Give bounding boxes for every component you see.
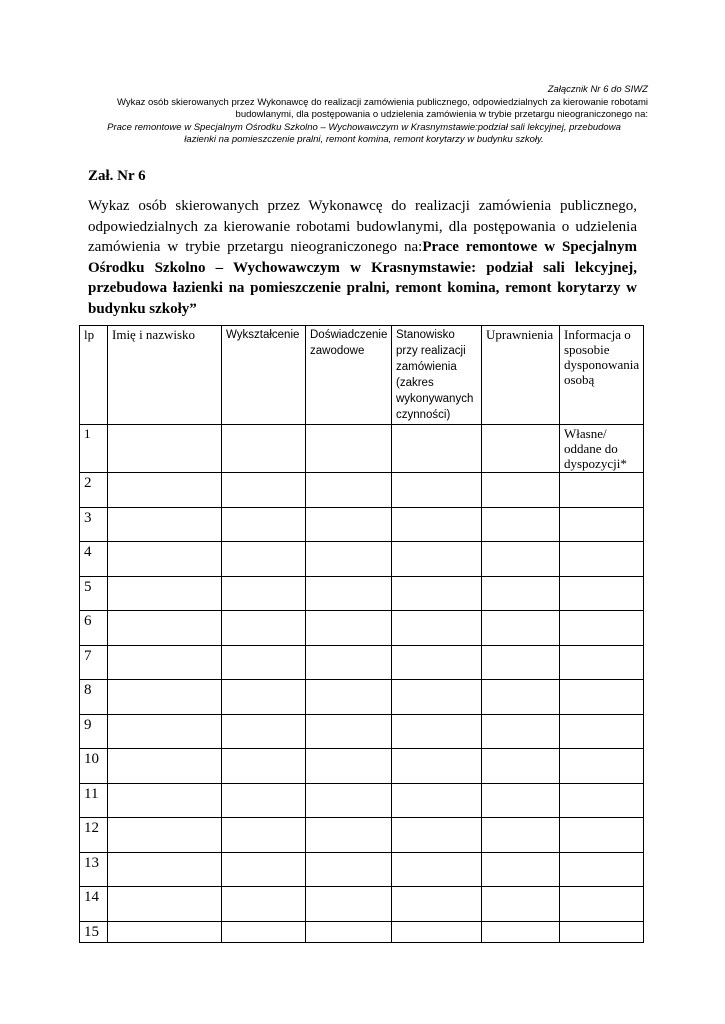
cell-education	[222, 887, 306, 922]
header-line: budowlanymi, dla postępowania o udzielenia zamówienia w trybie przetargu nieograniczonego na:	[235, 109, 648, 120]
cell-name	[108, 852, 222, 887]
cell-experience	[306, 611, 392, 646]
column-header-availability: Informacja o sposobie dysponowania osobą	[560, 326, 644, 425]
cell-qualifications	[482, 645, 560, 680]
cell-name	[108, 921, 222, 942]
cell-qualifications	[482, 507, 560, 542]
table-row	[80, 425, 644, 473]
cell-name	[108, 783, 222, 818]
cell-qualifications	[482, 473, 560, 508]
cell-qualifications	[482, 749, 560, 784]
table-row	[80, 680, 644, 715]
intro-text: Wykaz osób skierowanych przez Wykonawcę do realizacji zamówienia publicznego, odpowiedzialnych za kierowanie robotami budowlanymi, dla postępowania o udzielenia zamówienia w trybie przetargu nieograniczonego na:	[88, 198, 637, 255]
cell-qualifications	[482, 852, 560, 887]
cell-experience	[306, 714, 392, 749]
column-header-lp: lp	[80, 326, 108, 425]
cell-availability	[560, 680, 644, 715]
cell-education	[222, 818, 306, 853]
row-number: 6	[80, 611, 108, 646]
cell-experience	[306, 818, 392, 853]
cell-name	[108, 507, 222, 542]
document-header	[80, 84, 648, 147]
cell-position	[392, 921, 482, 942]
column-header-qualifications: Uprawnienia	[482, 326, 560, 425]
cell-education	[222, 611, 306, 646]
column-header-position: Stanowisko przy realizacji zamówienia (zakres wykonywanych czynności)	[392, 326, 482, 425]
row-number: 8	[80, 680, 108, 715]
cell-position	[392, 852, 482, 887]
cell-experience	[306, 645, 392, 680]
cell-name	[108, 611, 222, 646]
row-number: 5	[80, 576, 108, 611]
cell-experience	[306, 749, 392, 784]
intro-project-title: Prace remontowe w Specjalnym Ośrodku Szkolno – Wychowawczym w Krasnymstawie: podział sali lekcyjnej, przebudowa łazienki na pomieszczenie pralni, remont komina, remont korytarzy w budynku szkoły”	[88, 239, 637, 317]
cell-availability	[560, 714, 644, 749]
cell-education	[222, 714, 306, 749]
cell-name	[108, 473, 222, 508]
cell-qualifications	[482, 680, 560, 715]
cell-name	[108, 576, 222, 611]
cell-availability	[560, 749, 644, 784]
row-number: 1	[80, 425, 108, 473]
cell-education	[222, 507, 306, 542]
cell-position	[392, 887, 482, 922]
column-header-education: Wykształcenie	[222, 326, 306, 425]
cell-qualifications	[482, 887, 560, 922]
row-number: 7	[80, 645, 108, 680]
table-row	[80, 576, 644, 611]
cell-availability	[560, 611, 644, 646]
cell-name	[108, 714, 222, 749]
cell-experience	[306, 542, 392, 577]
header-project-line: łazienki na pomieszczenie pralni, remont komina, remont korytarzy w budynku szkoły.	[184, 134, 544, 145]
cell-education	[222, 680, 306, 715]
cell-position	[392, 425, 482, 473]
page-title: Zał. Nr 6	[88, 168, 146, 184]
table-row	[80, 783, 644, 818]
row-number: 12	[80, 818, 108, 853]
cell-availability	[560, 507, 644, 542]
cell-position	[392, 542, 482, 577]
table-row	[80, 921, 644, 942]
cell-experience	[306, 921, 392, 942]
table-row	[80, 473, 644, 508]
row-number: 13	[80, 852, 108, 887]
cell-availability	[560, 473, 644, 508]
row-number: 2	[80, 473, 108, 508]
personnel-table	[79, 325, 644, 943]
cell-position	[392, 645, 482, 680]
cell-qualifications	[482, 714, 560, 749]
cell-availability	[560, 576, 644, 611]
cell-name	[108, 542, 222, 577]
cell-education	[222, 425, 306, 473]
cell-education	[222, 749, 306, 784]
cell-availability	[560, 783, 644, 818]
row-number: 15	[80, 921, 108, 942]
cell-position	[392, 473, 482, 508]
table-row	[80, 507, 644, 542]
cell-experience	[306, 576, 392, 611]
table-row	[80, 887, 644, 922]
cell-experience	[306, 507, 392, 542]
cell-availability	[560, 542, 644, 577]
row-number: 9	[80, 714, 108, 749]
table-row	[80, 818, 644, 853]
cell-position	[392, 783, 482, 818]
cell-qualifications	[482, 921, 560, 942]
cell-position	[392, 507, 482, 542]
cell-position	[392, 576, 482, 611]
column-header-experience: Doświadczenie zawodowe	[306, 326, 392, 425]
cell-qualifications	[482, 425, 560, 473]
cell-qualifications	[482, 783, 560, 818]
cell-education	[222, 473, 306, 508]
cell-availability	[560, 818, 644, 853]
attachment-label: Załącznik Nr 6 do SIWZ	[547, 84, 648, 95]
row-number: 10	[80, 749, 108, 784]
cell-qualifications	[482, 576, 560, 611]
cell-qualifications	[482, 818, 560, 853]
cell-education	[222, 852, 306, 887]
header-project-line: Prace remontowe w Specjalnym Ośrodku Szkolno – Wychowawczym w Krasnymstawie:podział sali lekcyjnej, przebudowa	[107, 121, 621, 133]
cell-name	[108, 818, 222, 853]
cell-name	[108, 749, 222, 784]
table-header-row	[80, 326, 644, 425]
table-row	[80, 645, 644, 680]
cell-experience	[306, 680, 392, 715]
table-row	[80, 542, 644, 577]
row-number: 11	[80, 783, 108, 818]
row-number: 14	[80, 887, 108, 922]
column-header-name: Imię i nazwisko	[108, 326, 222, 425]
intro-paragraph	[88, 196, 637, 319]
row-number: 3	[80, 507, 108, 542]
cell-education	[222, 542, 306, 577]
table-row	[80, 852, 644, 887]
cell-name	[108, 887, 222, 922]
cell-education	[222, 576, 306, 611]
cell-availability	[560, 887, 644, 922]
cell-name	[108, 680, 222, 715]
table-row	[80, 749, 644, 784]
cell-experience	[306, 783, 392, 818]
cell-experience	[306, 887, 392, 922]
cell-position	[392, 818, 482, 853]
cell-position	[392, 611, 482, 646]
cell-availability: Własne/ oddane do dyspozycji*	[560, 425, 644, 473]
cell-position	[392, 714, 482, 749]
cell-education	[222, 783, 306, 818]
cell-experience	[306, 473, 392, 508]
cell-availability	[560, 921, 644, 942]
table-row	[80, 714, 644, 749]
cell-availability	[560, 645, 644, 680]
cell-availability	[560, 852, 644, 887]
cell-qualifications	[482, 542, 560, 577]
row-number: 4	[80, 542, 108, 577]
cell-position	[392, 680, 482, 715]
cell-name	[108, 645, 222, 680]
cell-education	[222, 921, 306, 942]
cell-education	[222, 645, 306, 680]
cell-experience	[306, 425, 392, 473]
cell-name	[108, 425, 222, 473]
cell-qualifications	[482, 611, 560, 646]
table-row	[80, 611, 644, 646]
cell-position	[392, 749, 482, 784]
cell-experience	[306, 852, 392, 887]
header-line: Wykaz osób skierowanych przez Wykonawcę do realizacji zamówienia publicznego, odpowiedzialnych za kierowanie robotami	[116, 96, 648, 108]
